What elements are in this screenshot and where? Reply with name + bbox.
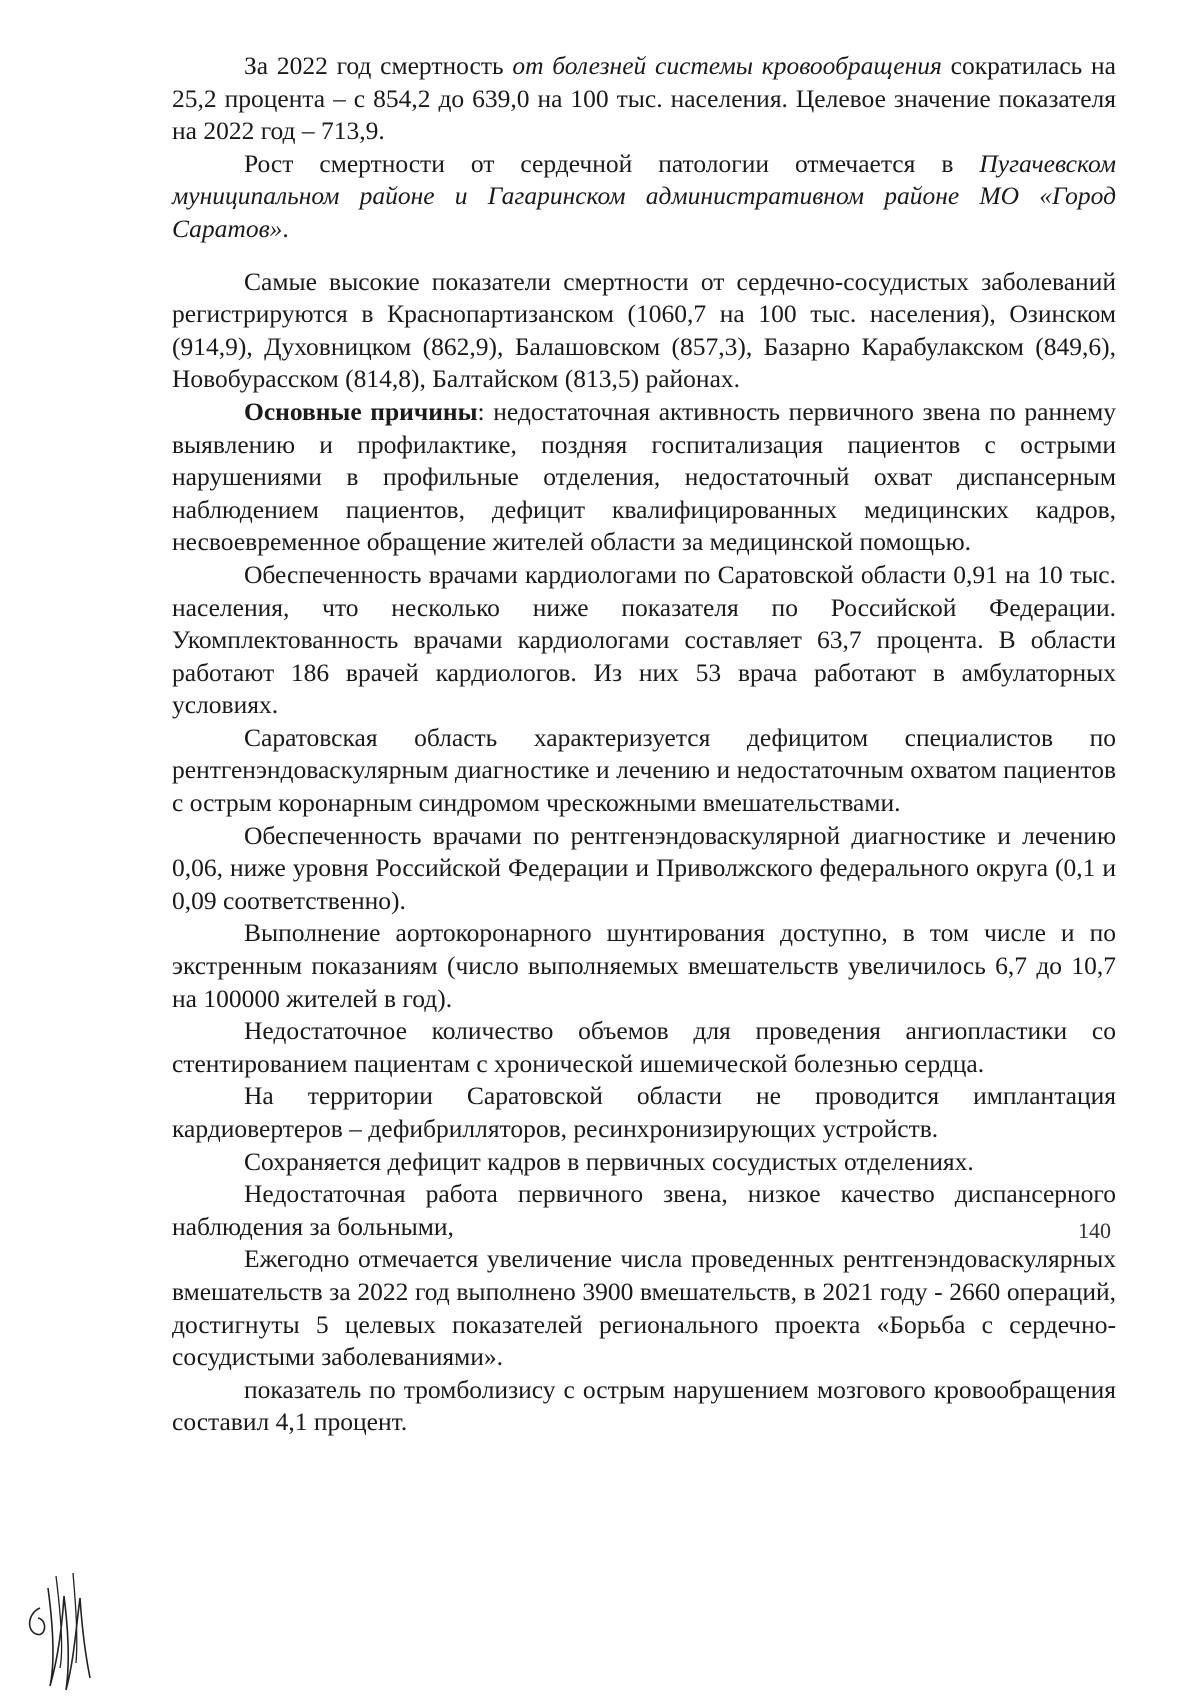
- text-run: Ежегодно отмечается увеличение числа проведенных рентгенэндоваскулярных вмешательств за 2022 год выполнено 3900 вмешательств, в 2021 году - 2660 операций, достигнуты 5 целевых показателей регионального проекта «Борьба с сердечно-сосудистыми заболеваниями».: [172, 1244, 1116, 1372]
- paragraph: [172, 148, 1116, 246]
- text-run: .: [282, 213, 289, 243]
- paragraph: [172, 1178, 1116, 1243]
- text-run: показатель по тромболизису с острым нарушением мозгового кровообращения составил 4,1 процент.: [172, 1374, 1116, 1437]
- page-number: 140: [1078, 1218, 1111, 1243]
- text-run: Обеспеченность врачами кардиологами по Саратовской области 0,91 на 10 тыс. населения, что несколько ниже показателя по Российской Федерации. Укомплектованность врачами кардиологами составляет 63,7 процента. В области работают 186 врачей кардиологов. Из них 53 врача работают в амбулаторных условиях.: [172, 559, 1116, 720]
- paragraph: [172, 722, 1116, 820]
- text-run: Пугачевском муниципальном районе и Гагаринском административном районе МО «Город Саратов»: [172, 148, 1116, 243]
- paragraph: [172, 396, 1116, 559]
- document-body: [172, 50, 1116, 1439]
- paragraph: [172, 50, 1116, 148]
- text-run: сократилась на 25,2 процента – с 854,2 до 639,0 на 100 тыс. населения. Целевое значение показателя на 2022 год – 713,9.: [172, 51, 1116, 146]
- text-run: Саратовская область характеризуется дефицитом специалистов по рентгенэндоваскулярным диагностике и лечению и недостаточным охватом пациентов с острым коронарным синдромом чрескожными вмешательствами.: [172, 722, 1116, 818]
- text-run: Самые высокие показатели смертности от сердечно-сосудистых заболеваний регистрируются в Краснопартизанском (1060,7 на 100 тыс. населения), Озинском (914,9), Духовницком (862,9), Балашовском (857,3), Базарно Карабулакском (849,6), Новобурасском (814,8), Балтайском (813,5) районах.: [172, 266, 1116, 394]
- text-run: Рост смертности от сердечной патологии отмечается в: [244, 148, 980, 178]
- paragraph: [172, 1243, 1116, 1373]
- paragraph: [172, 917, 1116, 1015]
- text-run: Недостаточное количество объемов для проведения ангиопластики со стентированием пациентам с хронической ишемической болезнью сердца.: [172, 1016, 1116, 1078]
- paragraph: [172, 1146, 1116, 1179]
- paragraph: [172, 559, 1116, 722]
- text-run: Выполнение аортокоронарного шунтирования доступно, в том числе и по экстренным показаниям (число выполняемых вмешательств увеличилось 6,7 до 10,7 на 100000 жителей в год).: [172, 918, 1116, 1013]
- text-run: На территории Саратовской области не проводится имплантация кардиовертеров – дефибрилляторов, ресинхронизирующих устройств.: [172, 1081, 1116, 1143]
- text-run: Обеспеченность врачами по рентгенэндоваскулярной диагностике и лечению 0,06, ниже уровня Российской Федерации и Приволжского федерального округа (0,1 и 0,09 соответственно).: [172, 820, 1116, 915]
- text-run: Недостаточная работа первичного звена, низкое качество диспансерного наблюдения за больными,: [172, 1179, 1116, 1241]
- paragraph: [172, 820, 1116, 918]
- text-run: : недостаточная активность первичного звена по раннему выявлению и профилактике, поздняя госпитализация пациентов с острыми нарушениями в профильные отделения, недостаточный охват диспансерным наблюдением пациентов, дефицит квалифицированных медицинских кадров, несвоевременное обращение жителей области за медицинской помощью.: [172, 396, 1116, 557]
- paragraph: [172, 1374, 1116, 1439]
- paragraph: [172, 1080, 1116, 1145]
- paragraph: [172, 1015, 1116, 1080]
- text-run: от болезней системы кровообращения: [512, 51, 942, 80]
- paragraph: [172, 266, 1116, 396]
- handwritten-signature: [18, 1568, 108, 1693]
- text-run: За 2022 год смертность: [244, 51, 513, 80]
- text-run: Сохраняется дефицит кадров в первичных сосудистых отделениях.: [244, 1146, 974, 1176]
- text-run: Основные причины: [244, 396, 478, 426]
